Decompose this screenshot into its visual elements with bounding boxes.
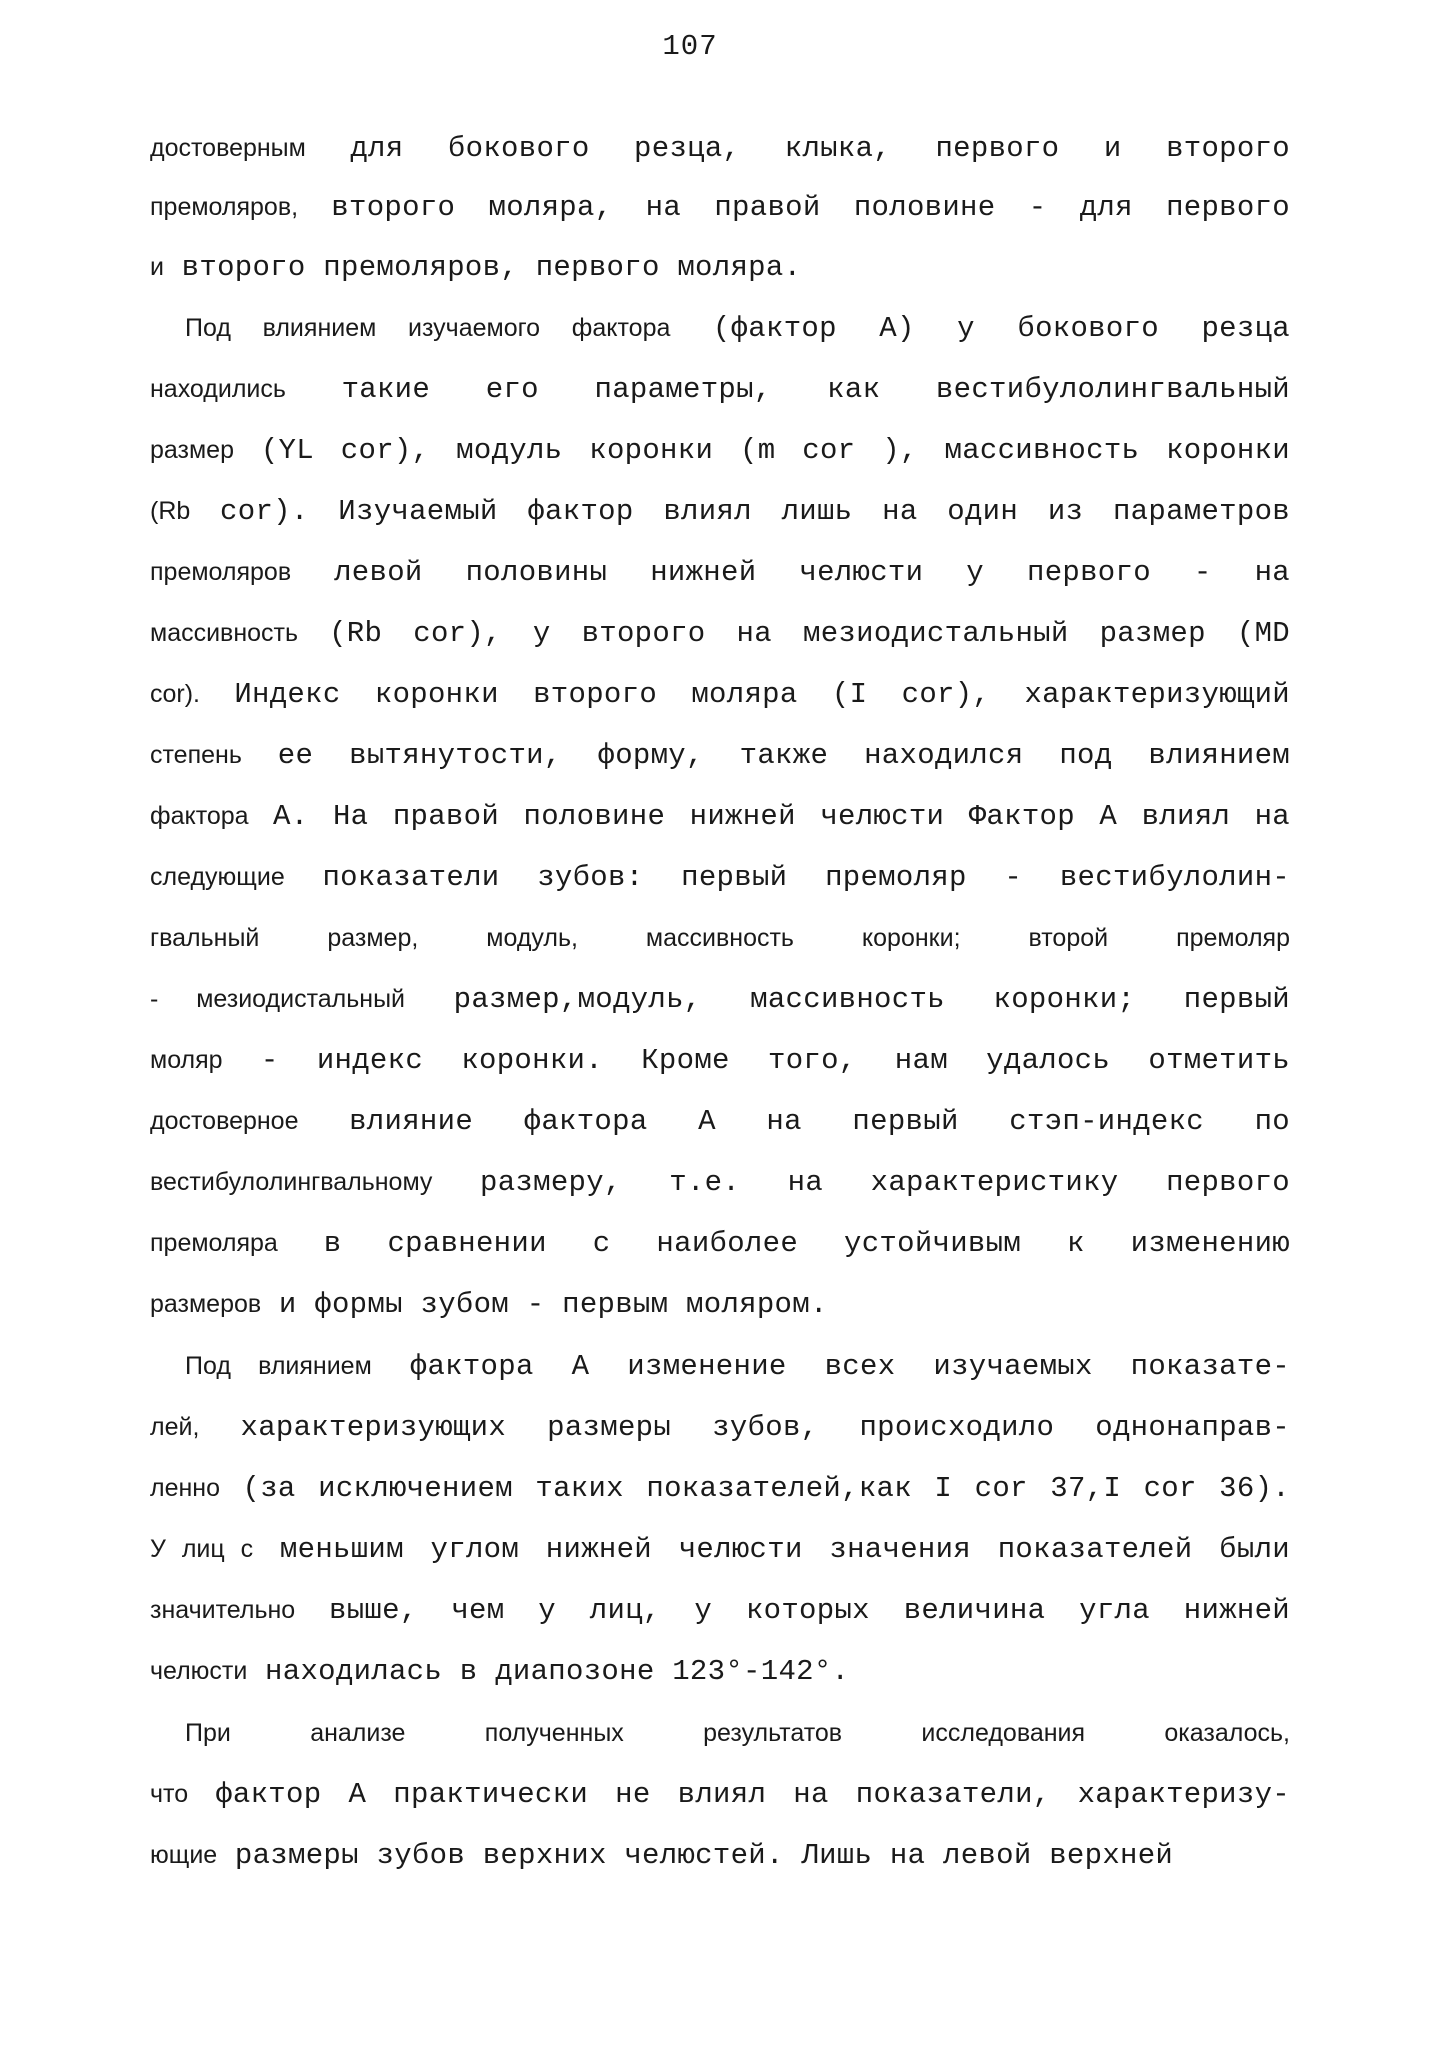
text-line bbox=[150, 733, 1290, 777]
line-body-text: фактора А изменение всех изучаемых показате- bbox=[371, 1350, 1290, 1383]
text-line bbox=[150, 611, 1290, 655]
text-line bbox=[150, 672, 1290, 716]
text-line bbox=[150, 855, 1290, 899]
text-line bbox=[185, 1711, 1290, 1755]
line-lead-text: премоляров, bbox=[150, 193, 299, 221]
line-lead-text: значительно bbox=[150, 1596, 296, 1624]
text-line bbox=[185, 1344, 1290, 1388]
line-lead-text: ющие bbox=[150, 1841, 218, 1869]
line-body-text: размеру, т.е. на характеристику первого bbox=[432, 1166, 1290, 1199]
line-lead-text: следующие bbox=[150, 863, 285, 891]
text-line bbox=[150, 1282, 828, 1326]
line-body-text: меньшим углом нижней челюсти значения показателей были bbox=[253, 1533, 1290, 1566]
line-lead-text: достоверное bbox=[150, 1107, 299, 1135]
text-line bbox=[150, 1405, 1290, 1449]
line-lead-text: моляр bbox=[150, 1046, 223, 1074]
line-body-text: cor). Изучаемый фактор влиял лишь на один из параметров bbox=[190, 495, 1290, 528]
text-line bbox=[150, 126, 1290, 170]
line-body-text: такие его параметры, как вестибулолингвальный bbox=[285, 373, 1290, 406]
line-lead-text: массивность bbox=[150, 619, 299, 647]
line-lead-text: находились bbox=[150, 375, 286, 403]
text-line bbox=[150, 367, 1290, 411]
line-body-text: Индекс коронки второго моляра (I cor), характеризующий bbox=[200, 678, 1290, 711]
line-body-text: (YL cor), модуль коронки (m cor ), массивность коронки bbox=[233, 434, 1290, 467]
line-body-text: второго премоляров, первого моляра. bbox=[163, 251, 802, 284]
line-lead-text: лей, bbox=[150, 1413, 200, 1441]
line-body-text: фактор А практически не влиял на показатели, характеризу- bbox=[188, 1778, 1290, 1811]
text-line bbox=[150, 1221, 1290, 1265]
line-body-text: и формы зубом - первым моляром. bbox=[261, 1288, 828, 1321]
line-body-text: размеры зубов верхних челюстей. Лишь на левой верхней bbox=[217, 1839, 1174, 1872]
line-body-text: ее вытянутости, форму, также находился под влиянием bbox=[241, 739, 1290, 772]
line-body-text: в сравнении с наиболее устойчивым к изменению bbox=[277, 1227, 1290, 1260]
line-body-text: (фактор А) у бокового резца bbox=[670, 312, 1290, 345]
line-lead-text: cor). bbox=[150, 680, 200, 708]
line-body-text: - индекс коронки. Кроме того, нам удалось отметить bbox=[222, 1044, 1290, 1077]
line-lead-text: что bbox=[150, 1780, 189, 1808]
text-line bbox=[150, 794, 1290, 838]
line-body-text: влияние фактора А на первый стэп-индекс по bbox=[298, 1105, 1290, 1138]
line-lead-text: размеров bbox=[150, 1290, 262, 1318]
line-body-text: (за исключением таких показателей,как I cor 37,I cor 36). bbox=[220, 1472, 1290, 1505]
line-lead-text: вестибулолингвальному bbox=[150, 1168, 433, 1196]
text-line bbox=[150, 1588, 1290, 1632]
line-body-text: левой половины нижней челюсти у первого - на bbox=[291, 556, 1290, 589]
line-lead-text: У лиц с bbox=[150, 1535, 254, 1563]
line-lead-text: При анализе полученных результатов исследования оказалось, bbox=[185, 1719, 1290, 1747]
text-line bbox=[150, 428, 1290, 472]
line-lead-text: премоляра bbox=[150, 1229, 278, 1257]
line-body-text: характеризующих размеры зубов, происходило однонаправ- bbox=[199, 1411, 1290, 1444]
text-line bbox=[150, 1038, 1290, 1082]
text-line bbox=[150, 245, 801, 289]
line-lead-text: премоляров bbox=[150, 558, 292, 586]
text-line bbox=[150, 977, 1290, 1021]
line-lead-text: челюсти bbox=[150, 1657, 248, 1685]
text-line bbox=[150, 1160, 1290, 1204]
line-lead-text: размер bbox=[150, 436, 234, 464]
line-lead-text: Под влиянием bbox=[185, 1352, 372, 1380]
line-lead-text: степень bbox=[150, 741, 242, 769]
text-line bbox=[150, 1649, 849, 1693]
text-line bbox=[150, 1466, 1290, 1510]
line-lead-text: Под влиянием изучаемого фактора bbox=[185, 314, 671, 342]
text-line bbox=[150, 489, 1290, 533]
line-body-text: для бокового резца, клыка, первого и второго bbox=[305, 132, 1290, 165]
line-body-text: А. На правой половине нижней челюсти Фактор А влиял на bbox=[248, 800, 1290, 833]
line-body-text: размер,модуль, массивность коронки; первый bbox=[405, 983, 1290, 1016]
line-lead-text: и bbox=[150, 253, 164, 281]
line-body-text: показатели зубов: первый премоляр - вестибулолин- bbox=[284, 861, 1290, 894]
line-lead-text: - мезиодистальный bbox=[150, 985, 406, 1013]
line-lead-text: достоверным bbox=[150, 134, 306, 162]
line-body-text: (Rb cor), у второго на мезиодистальный размер (MD bbox=[298, 617, 1290, 650]
text-line bbox=[150, 1527, 1290, 1571]
text-line bbox=[150, 185, 1290, 229]
text-line bbox=[150, 1772, 1290, 1816]
text-line bbox=[185, 306, 1290, 350]
line-lead-text: ленно bbox=[150, 1474, 221, 1502]
page-number: 107 bbox=[662, 30, 718, 63]
text-line bbox=[150, 1099, 1290, 1143]
line-body-text: второго моляра, на правой половине - для первого bbox=[298, 191, 1290, 224]
line-body-text: выше, чем у лиц, у которых величина угла нижней bbox=[295, 1594, 1290, 1627]
text-line bbox=[150, 1833, 1173, 1877]
line-body-text: находилась в диапозоне 123°-142°. bbox=[247, 1655, 850, 1688]
line-lead-text: фактора bbox=[150, 802, 249, 830]
line-lead-text: гвальный размер, модуль, массивность коронки; второй премоляр bbox=[150, 924, 1290, 952]
text-line bbox=[150, 550, 1290, 594]
text-line bbox=[150, 916, 1290, 960]
line-lead-text: (Rb bbox=[150, 497, 191, 525]
